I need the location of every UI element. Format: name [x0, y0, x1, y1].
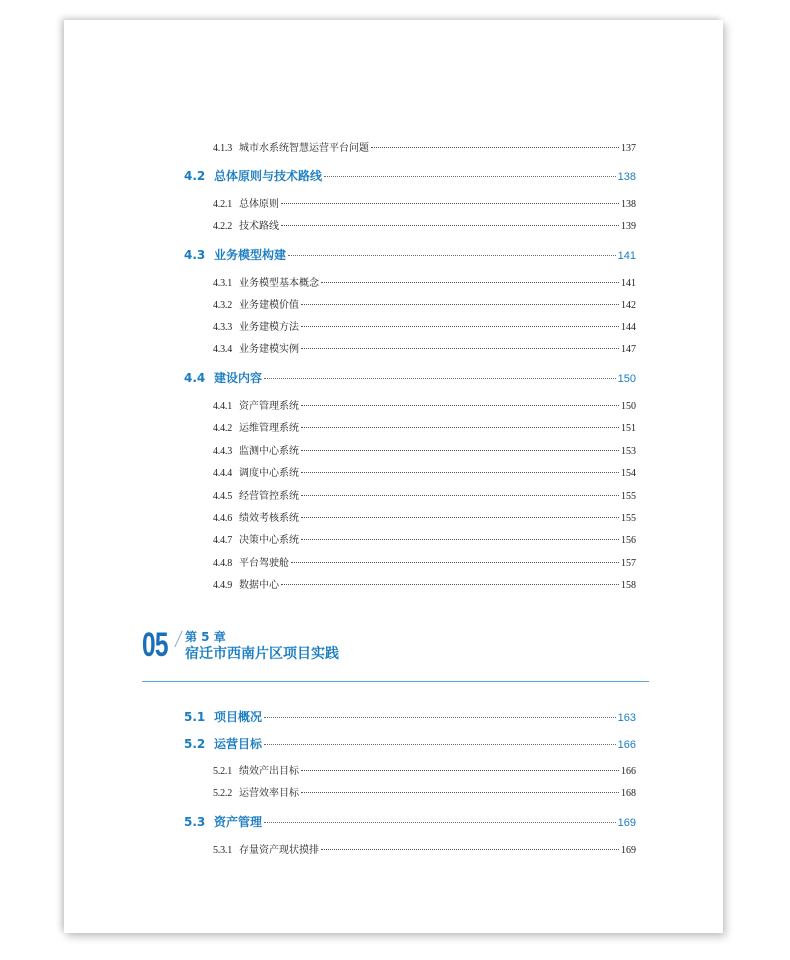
entry-title: 城市水系统智慧运营平台问题 — [239, 143, 369, 154]
toc-section-4-3[interactable] — [184, 246, 636, 263]
entry-number: 4.3.2 — [213, 300, 233, 311]
section-title: 项目概况 — [214, 710, 263, 724]
entry-title: 数据中心 — [239, 580, 279, 591]
entry-number: 4.2.1 — [213, 199, 233, 210]
entry-page: 142 — [621, 300, 636, 311]
entry-number: 4.4.2 — [213, 423, 233, 434]
entry-title: 经营管控系统 — [239, 491, 299, 502]
entry-title: 技术路线 — [239, 221, 279, 232]
entry-page: 151 — [621, 423, 636, 434]
toc-entry-4-1-3[interactable] — [213, 139, 636, 154]
dot-leader — [301, 539, 619, 540]
section-title: 业务模型构建 — [214, 248, 287, 262]
entry-title: 业务建模实例 — [239, 344, 299, 355]
dot-leader — [324, 176, 616, 177]
entry-title: 绩效产出目标 — [239, 766, 299, 777]
entry-page: 154 — [621, 468, 636, 479]
toc-entry-4-4-3[interactable] — [213, 442, 636, 457]
entry-title: 运营效率目标 — [239, 788, 299, 799]
section-page: 163 — [617, 712, 636, 724]
toc-entry-4-3-2[interactable] — [213, 296, 636, 311]
dot-leader — [301, 517, 619, 518]
entry-title: 总体原则 — [239, 199, 279, 210]
entry-page: 158 — [621, 580, 636, 591]
document-page — [64, 20, 723, 933]
entry-title: 存量资产现状摸排 — [239, 845, 319, 856]
dot-leader — [291, 562, 619, 563]
section-page: 138 — [617, 171, 636, 183]
chapter-title[interactable]: 宿迁市西南片区项目实践 — [185, 645, 339, 662]
toc-section-5-3[interactable] — [184, 813, 636, 830]
section-number: 4.4 — [184, 371, 206, 385]
dot-leader — [301, 792, 619, 793]
toc-entry-4-3-4[interactable] — [213, 340, 636, 355]
toc-section-4-2[interactable] — [184, 167, 636, 184]
entry-number: 4.4.9 — [213, 580, 233, 591]
toc-section-5-1[interactable] — [184, 708, 636, 725]
section-title: 建设内容 — [214, 371, 263, 385]
entry-title: 资产管理系统 — [239, 401, 299, 412]
table-of-contents — [64, 20, 723, 933]
toc-entry-5-3-1[interactable] — [213, 841, 636, 856]
section-title: 总体原则与技术路线 — [214, 169, 323, 183]
entry-number: 4.4.8 — [213, 558, 233, 569]
dot-leader — [281, 584, 619, 585]
chapter-heading — [142, 626, 339, 665]
toc-entry-4-4-5[interactable] — [213, 487, 636, 502]
toc-entry-5-2-1[interactable] — [213, 762, 636, 777]
toc-section-5-2[interactable] — [184, 735, 636, 752]
dot-leader — [321, 282, 619, 283]
entry-number: 5.2.1 — [213, 766, 233, 777]
toc-entry-5-2-2[interactable] — [213, 784, 636, 799]
dot-leader — [301, 304, 619, 305]
entry-page: 138 — [621, 199, 636, 210]
section-number: 5.2 — [184, 737, 206, 751]
entry-page: 168 — [621, 788, 636, 799]
dot-leader — [264, 822, 616, 823]
section-number: 4.3 — [184, 248, 206, 262]
dot-leader — [264, 378, 616, 379]
entry-page: 144 — [621, 322, 636, 333]
entry-number: 5.2.2 — [213, 788, 233, 799]
toc-entry-4-3-1[interactable] — [213, 274, 636, 289]
dot-leader — [281, 225, 619, 226]
entry-number: 4.3.4 — [213, 344, 233, 355]
entry-title: 业务模型基本概念 — [239, 278, 319, 289]
chapter-divider-rule — [142, 681, 649, 682]
entry-number: 4.4.4 — [213, 468, 233, 479]
entry-page: 153 — [621, 446, 636, 457]
dot-leader — [301, 472, 619, 473]
entry-number: 4.4.6 — [213, 513, 233, 524]
slash-divider — [174, 630, 183, 647]
toc-entry-4-4-8[interactable] — [213, 554, 636, 569]
toc-section-4-4[interactable] — [184, 369, 636, 386]
dot-leader — [301, 450, 619, 451]
section-page: 169 — [617, 817, 636, 829]
section-page: 166 — [617, 739, 636, 751]
entry-page: 155 — [621, 513, 636, 524]
chapter-big-number: 05 — [142, 626, 168, 664]
entry-page: 169 — [621, 845, 636, 856]
entry-number: 5.3.1 — [213, 845, 233, 856]
section-page: 150 — [617, 373, 636, 385]
toc-entry-4-4-2[interactable] — [213, 419, 636, 434]
toc-entry-4-4-1[interactable] — [213, 397, 636, 412]
entry-page: 139 — [621, 221, 636, 232]
toc-entry-4-4-6[interactable] — [213, 509, 636, 524]
entry-page: 141 — [621, 278, 636, 289]
toc-entry-4-3-3[interactable] — [213, 318, 636, 333]
entry-title: 绩效考核系统 — [239, 513, 299, 524]
dot-leader — [321, 849, 619, 850]
entry-title: 业务建模方法 — [239, 322, 299, 333]
dot-leader — [301, 405, 619, 406]
entry-number: 4.3.3 — [213, 322, 233, 333]
entry-number: 4.2.2 — [213, 221, 233, 232]
entry-number: 4.1.3 — [213, 143, 233, 154]
toc-entry-4-2-1[interactable] — [213, 195, 636, 210]
entry-number: 4.3.1 — [213, 278, 233, 289]
entry-title: 平台驾驶舱 — [239, 558, 289, 569]
dot-leader — [301, 326, 619, 327]
toc-entry-4-4-7[interactable] — [213, 531, 636, 546]
entry-page: 150 — [621, 401, 636, 412]
dot-leader — [301, 427, 619, 428]
entry-page: 137 — [621, 143, 636, 154]
entry-page: 147 — [621, 344, 636, 355]
dot-leader — [288, 255, 616, 256]
toc-entry-4-2-2[interactable] — [213, 217, 636, 232]
section-title: 资产管理 — [214, 815, 263, 829]
entry-title: 运维管理系统 — [239, 423, 299, 434]
entry-page: 166 — [621, 766, 636, 777]
chapter-labels — [185, 629, 339, 663]
dot-leader — [301, 770, 619, 771]
dot-leader — [301, 495, 619, 496]
entry-title: 业务建模价值 — [239, 300, 299, 311]
entry-title: 决策中心系统 — [239, 535, 299, 546]
entry-page: 155 — [621, 491, 636, 502]
dot-leader — [371, 147, 619, 148]
section-title: 运营目标 — [214, 737, 263, 751]
entry-number: 4.4.7 — [213, 535, 233, 546]
entry-number: 4.4.5 — [213, 491, 233, 502]
entry-number: 4.4.3 — [213, 446, 233, 457]
section-number: 4.2 — [184, 169, 206, 183]
dot-leader — [264, 744, 616, 745]
chapter-label: 第 5 章 — [185, 629, 226, 644]
section-page: 141 — [617, 250, 636, 262]
section-number: 5.1 — [184, 710, 206, 724]
entry-page: 157 — [621, 558, 636, 569]
section-number: 5.3 — [184, 815, 206, 829]
dot-leader — [264, 717, 616, 718]
entry-title: 监测中心系统 — [239, 446, 299, 457]
dot-leader — [281, 203, 619, 204]
toc-entry-4-4-9[interactable] — [213, 576, 636, 591]
toc-entry-4-4-4[interactable] — [213, 464, 636, 479]
entry-title: 调度中心系统 — [239, 468, 299, 479]
dot-leader — [301, 348, 619, 349]
entry-number: 4.4.1 — [213, 401, 233, 412]
entry-page: 156 — [621, 535, 636, 546]
